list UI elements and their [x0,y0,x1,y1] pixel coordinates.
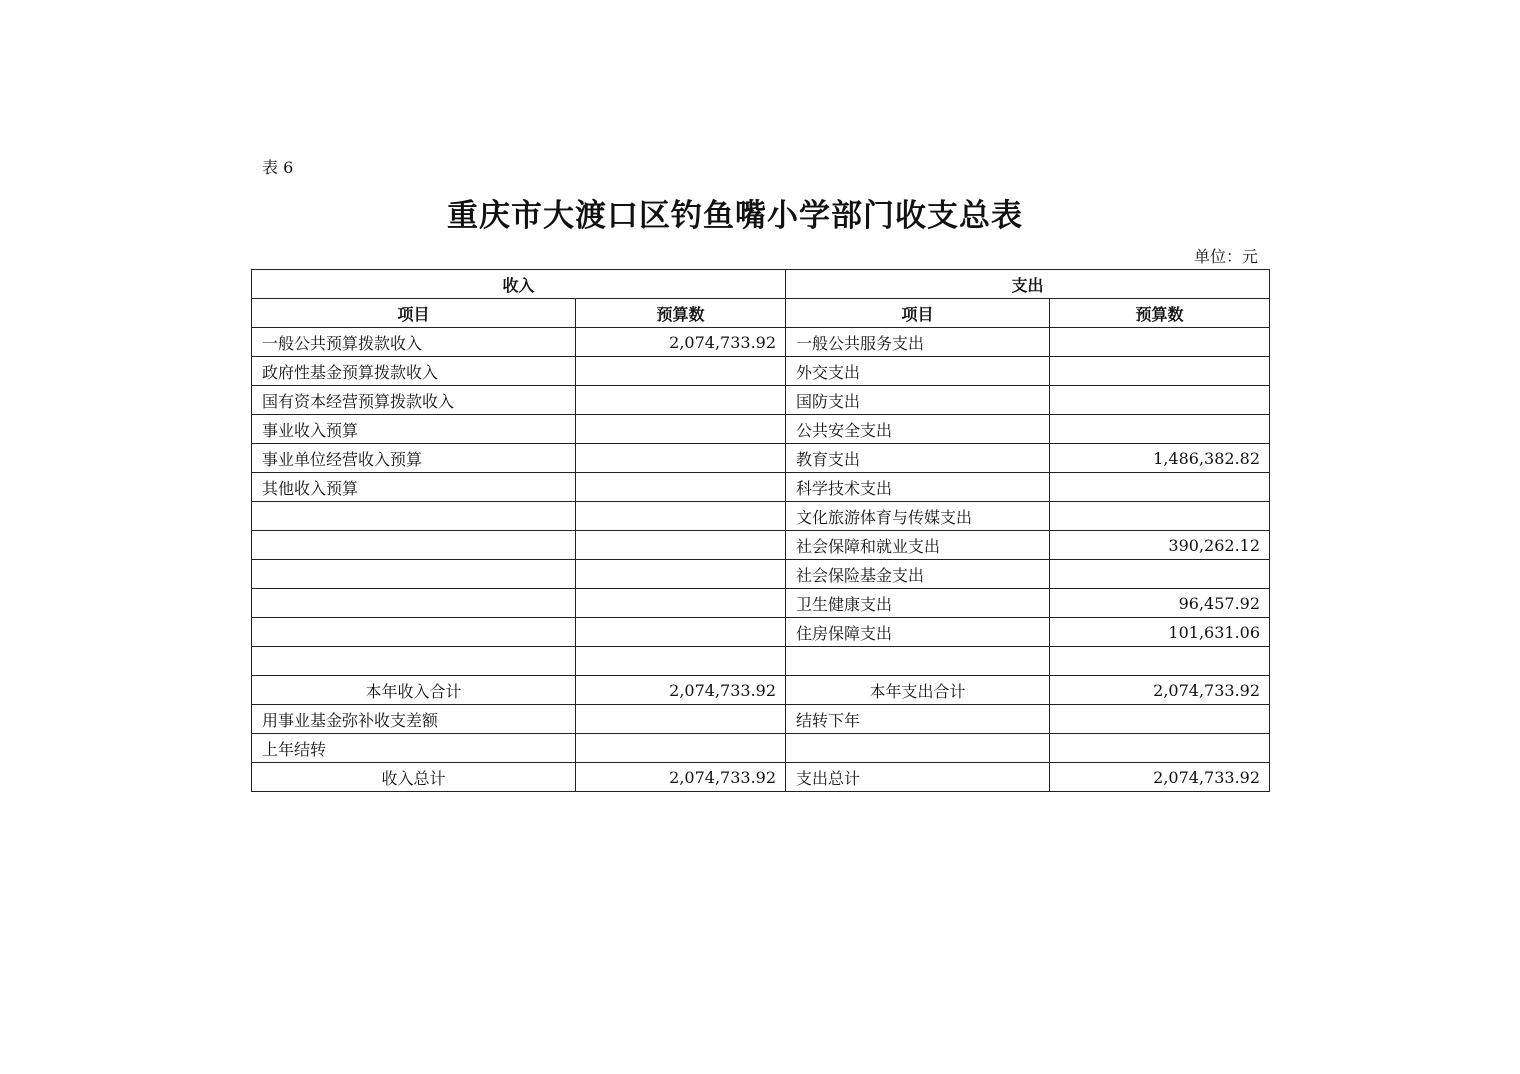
expense-item [786,647,1050,676]
expense-item: 教育支出 [786,444,1050,473]
expense-value: 390,262.12 [1050,531,1270,560]
income-item [252,560,576,589]
income-value [576,560,786,589]
expense-item: 公共安全支出 [786,415,1050,444]
income-item: 事业收入预算 [252,415,576,444]
income-item: 上年结转 [252,734,576,763]
income-value [576,415,786,444]
expense-budget-header: 预算数 [1050,299,1270,328]
expense-item: 卫生健康支出 [786,589,1050,618]
expense-item: 住房保障支出 [786,618,1050,647]
header-row-sections [252,270,1270,299]
annual-income-total-value: 2,074,733.92 [576,676,786,705]
income-value [576,386,786,415]
expense-value [1050,357,1270,386]
table-row [252,589,1270,618]
income-item: 其他收入预算 [252,473,576,502]
income-item [252,502,576,531]
expense-value: 1,486,382.82 [1050,444,1270,473]
income-item-header: 项目 [252,299,576,328]
income-value [576,531,786,560]
table-row [252,415,1270,444]
table-row [252,386,1270,415]
expense-item: 结转下年 [786,705,1050,734]
income-grand-total-value: 2,074,733.92 [576,763,786,792]
expense-value: 101,631.06 [1050,618,1270,647]
income-item [252,531,576,560]
expense-value [1050,473,1270,502]
table-row [252,531,1270,560]
expense-value [1050,415,1270,444]
annual-total-row [252,676,1270,705]
expense-value [1050,734,1270,763]
table-row [252,357,1270,386]
header-row-columns [252,299,1270,328]
expense-item [786,734,1050,763]
table-row [252,734,1270,763]
expense-item: 国防支出 [786,386,1050,415]
table-row [252,705,1270,734]
income-value [576,618,786,647]
income-item [252,618,576,647]
income-grand-total-label: 收入总计 [252,763,576,792]
income-value [576,705,786,734]
expense-value: 96,457.92 [1050,589,1270,618]
income-value [576,647,786,676]
expense-grand-total-value: 2,074,733.92 [1050,763,1270,792]
expense-item: 社会保险基金支出 [786,560,1050,589]
income-item [252,647,576,676]
annual-expense-total-value: 2,074,733.92 [1050,676,1270,705]
table-row [252,647,1270,676]
expense-value [1050,560,1270,589]
income-item: 政府性基金预算拨款收入 [252,357,576,386]
expense-value [1050,647,1270,676]
table-row [252,618,1270,647]
income-value [576,444,786,473]
expense-grand-total-label: 支出总计 [786,763,1050,792]
page-title: 重庆市大渡口区钓鱼嘴小学部门收支总表 [447,198,1023,234]
expense-value [1050,328,1270,357]
budget-table [251,269,1270,792]
income-item: 国有资本经营预算拨款收入 [252,386,576,415]
expense-value [1050,502,1270,531]
table-row [252,328,1270,357]
expense-section-header: 支出 [786,270,1270,299]
income-item: 事业单位经营收入预算 [252,444,576,473]
expense-value [1050,386,1270,415]
table-row [252,502,1270,531]
expense-item: 外交支出 [786,357,1050,386]
income-value [576,734,786,763]
table-row [252,560,1270,589]
expense-value [1050,705,1270,734]
income-value [576,357,786,386]
annual-income-total-label: 本年收入合计 [252,676,576,705]
expense-item: 文化旅游体育与传媒支出 [786,502,1050,531]
income-value: 2,074,733.92 [576,328,786,357]
income-item: 一般公共预算拨款收入 [252,328,576,357]
unit-label: 单位：元 [1193,247,1258,266]
income-item: 用事业基金弥补收支差额 [252,705,576,734]
expense-item: 科学技术支出 [786,473,1050,502]
income-value [576,502,786,531]
income-section-header: 收入 [252,270,786,299]
annual-expense-total-label: 本年支出合计 [786,676,1050,705]
table-number: 表 6 [262,158,294,177]
grand-total-row [252,763,1270,792]
income-item [252,589,576,618]
expense-item-header: 项目 [786,299,1050,328]
income-value [576,473,786,502]
table-row [252,444,1270,473]
expense-item: 一般公共服务支出 [786,328,1050,357]
expense-item: 社会保障和就业支出 [786,531,1050,560]
income-budget-header: 预算数 [576,299,786,328]
table-row [252,473,1270,502]
income-value [576,589,786,618]
